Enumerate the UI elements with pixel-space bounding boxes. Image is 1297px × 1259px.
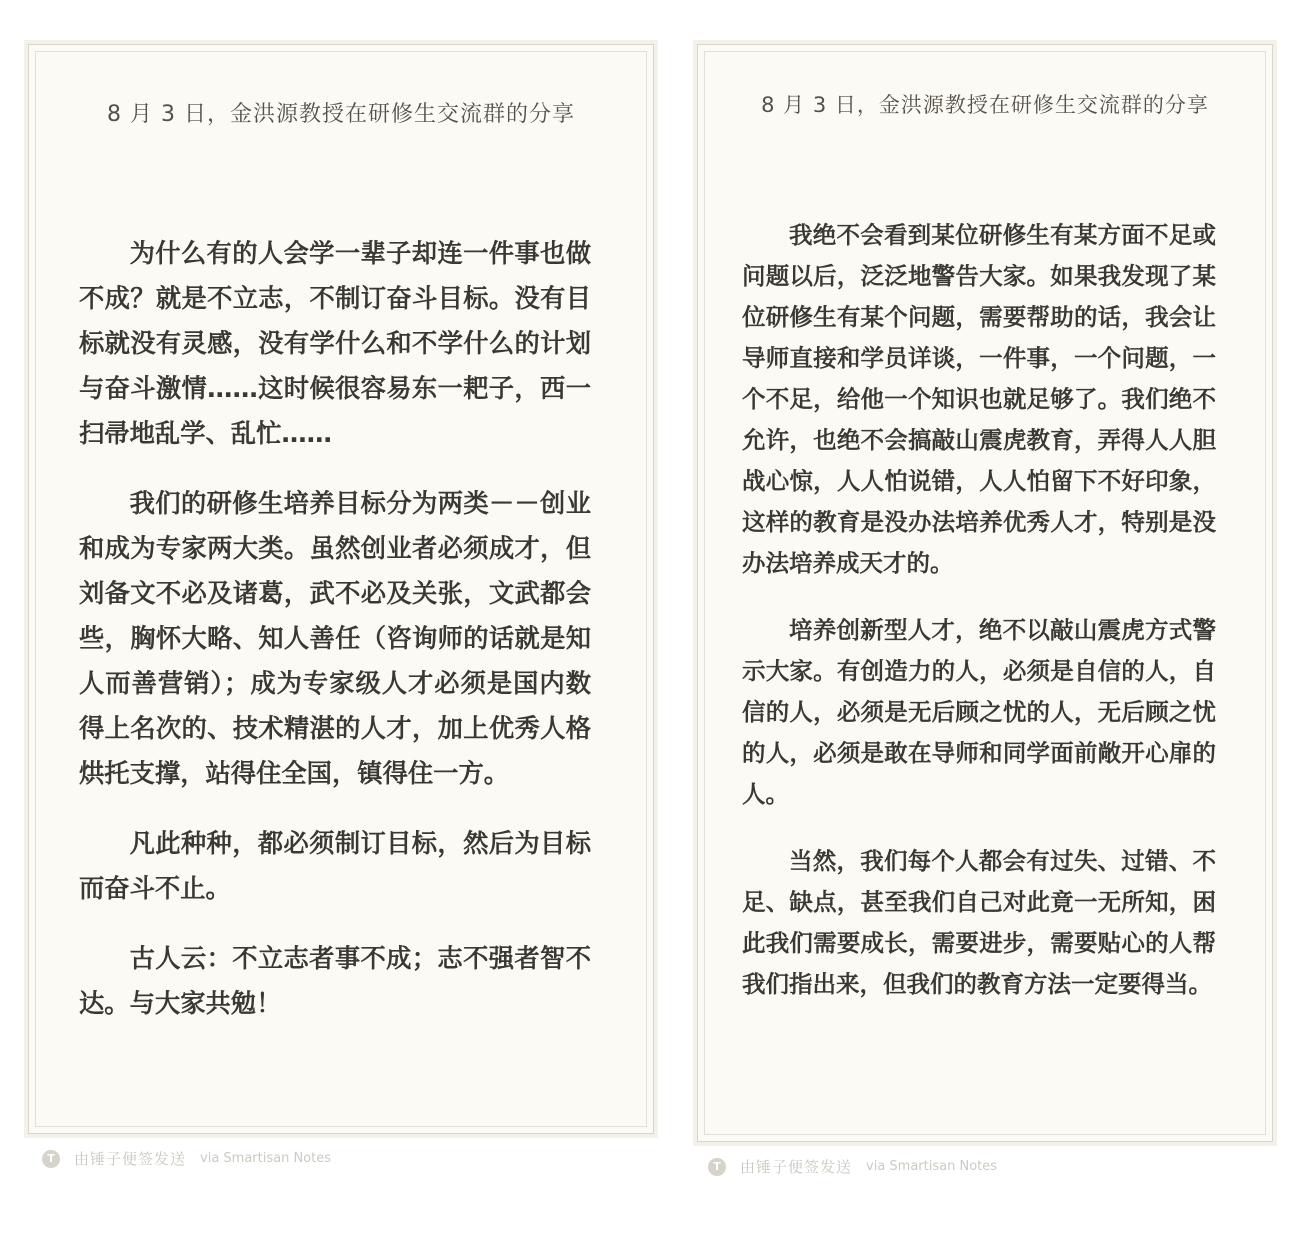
paragraph: 凡此种种，都必须制订目标，然后为目标而奋斗不止。 xyxy=(79,829,591,903)
paragraph: 当然，我们每个人都会有过失、过错、不足、缺点，甚至我们自己对此竟一无所知，困此我们需要成长，需要进步，需要贴心的人帮我们指出来，但我们的教育方法一定要得当。 xyxy=(742,847,1216,998)
footer-sent-by-text: 由锤子便签发送 xyxy=(74,1150,187,1168)
note-card-left xyxy=(28,44,654,1134)
note-footer xyxy=(42,1148,331,1169)
note-title: 8 月 3 日，金洪源教授在研修生交流群的分享 xyxy=(761,93,1209,117)
paragraph: 我们的研修生培养目标分为两类－－创业和成为专家两大类。虽然创业者必须成才，但刘备文不必及诸葛，武不必及关张，文武都会些，胸怀大略、知人善任（咨询师的话就是知人而善营销）；成为专家级人才必须是国内数得上名次的、技术精湛的人才，加上优秀人格烘托支撑，站得住全国，镇得住一方。 xyxy=(79,489,591,788)
note-body xyxy=(79,231,591,1026)
footer-via-text: via Smartisan Notes xyxy=(866,1159,998,1174)
note-title: 8 月 3 日，金洪源教授在研修生交流群的分享 xyxy=(107,102,575,127)
paragraph: 培养创新型人才，绝不以敲山震虎方式警示大家。有创造力的人，必须是自信的人，自信的人，必须是无后顾之忧的人，无后顾之忧的人，必须是敢在导师和同学面前敞开心扉的人。 xyxy=(742,616,1216,808)
smartisan-logo-icon: T xyxy=(708,1158,726,1176)
paragraph: 为什么有的人会学一辈子却连一件事也做不成？就是不立志，不制订奋斗目标。没有目标就没有灵感，没有学什么和不学什么的计划与奋斗激情……这时候很容易东一耙子，西一扫帚地乱学、乱忙…… xyxy=(79,239,591,448)
footer-sent-by-text: 由锤子便签发送 xyxy=(740,1158,853,1176)
footer-via-text: via Smartisan Notes xyxy=(200,1151,332,1166)
smartisan-logo-icon: T xyxy=(42,1150,60,1168)
note-body xyxy=(742,215,1216,1031)
paragraph: 我绝不会看到某位研修生有某方面不足或问题以后，泛泛地警告大家。如果我发现了某位研修生有某个问题，需要帮助的话，我会让导师直接和学员详谈，一件事，一个问题，一个不足，给他一个知识也就足够了。我们绝不允许，也绝不会搞敲山震虎教育，弄得人人胆战心惊，人人怕说错，人人怕留下不好印象，这样的教育是没办法培养优秀人才，特别是没办法培养成天才的。 xyxy=(742,221,1216,577)
note-card-right xyxy=(697,44,1273,1142)
paragraph: 古人云：不立志者事不成；志不强者智不达。与大家共勉！ xyxy=(79,944,591,1018)
note-footer xyxy=(708,1156,997,1177)
